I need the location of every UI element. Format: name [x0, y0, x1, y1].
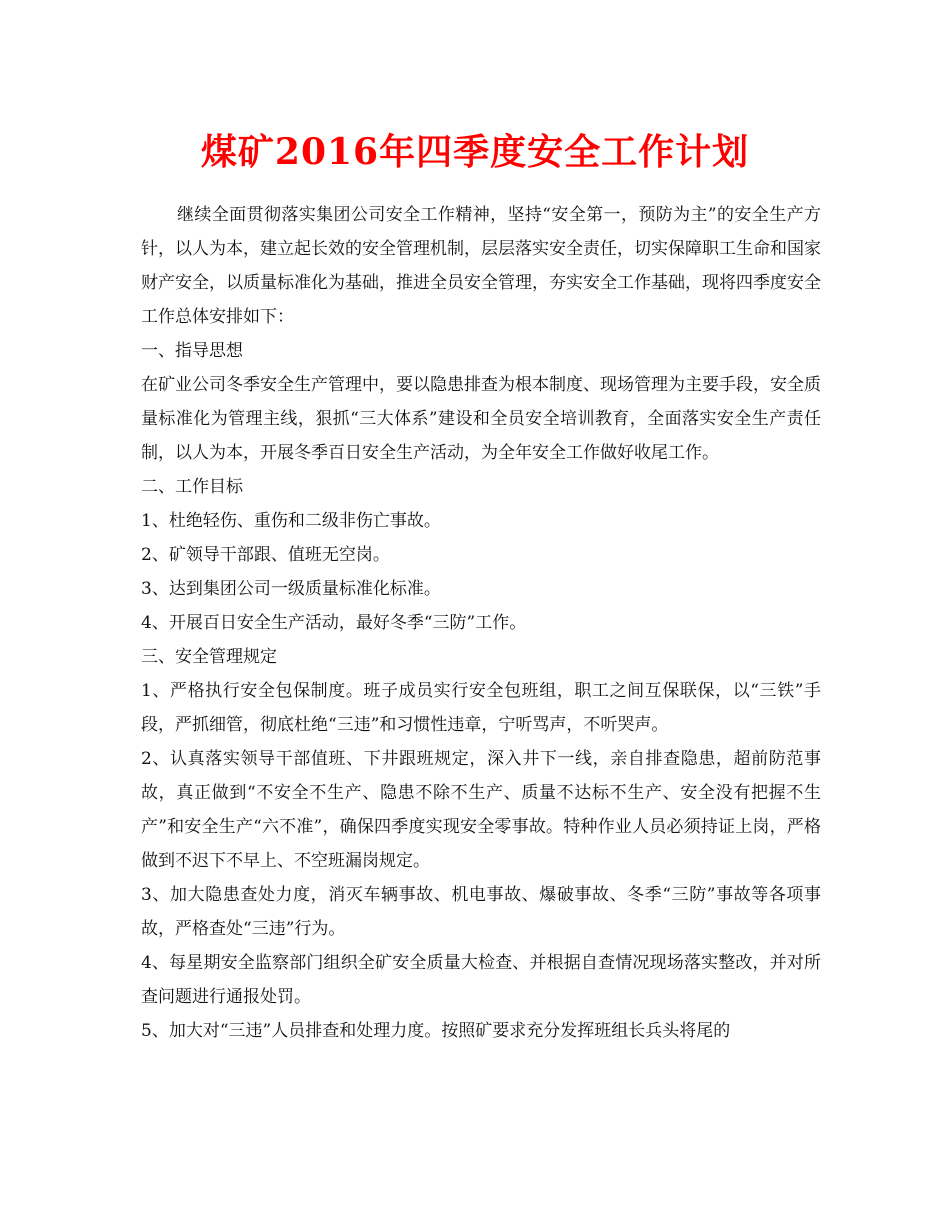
- section-heading-work-goals: 二、工作目标: [141, 477, 243, 497]
- section-heading-guiding-thought: 一、指导思想: [141, 341, 243, 361]
- guiding-thought-paragraph: 在矿业公司冬季安全生产管理中，要以隐患排查为根本制度、现场管理为主要手段，安全质量标准化为管理主线，狠抓“三大体系”建设和全员安全培训教育，全面落实安全生产责任制，以人为本，开展冬季百日安全生产活动，为全年安全工作做好收尾工作。: [141, 375, 821, 463]
- goal-item-2: 2、矿领导干部跟、值班无空岗。: [141, 545, 390, 565]
- rule-item-1: 1、严格执行安全包保制度。班子成员实行安全包班组，职工之间互保联保，以“三铁”手段，严抓细管，彻底杜绝“三违”和习惯性违章，宁听骂声，不听哭声。: [141, 681, 821, 735]
- goal-item-3: 3、达到集团公司一级质量标准化标准。: [141, 579, 441, 599]
- section-heading-safety-rules: 三、安全管理规定: [141, 647, 277, 667]
- rule-item-4: 4、每星期安全监察部门组织全矿安全质量大检查、并根据自查情况现场落实整改，并对所查问题进行通报处罚。: [141, 953, 821, 1007]
- rule-item-2: 2、认真落实领导干部值班、下井跟班规定，深入井下一线，亲自排查隐患，超前防范事故，真正做到“不安全不生产、隐患不除不生产、质量不达标不生产、安全没有把握不生产”和安全生产“六不准”，确保四季度实现安全零事故。特种作业人员必须持证上岗，严格做到不迟下不早上、不空班漏岗规定。: [141, 749, 821, 871]
- rule-item-5: 5、加大对“三违”人员排查和处理力度。按照矿要求充分发挥班组长兵头将尾的: [141, 1021, 731, 1041]
- document-body: [141, 198, 821, 1048]
- intro-paragraph: 继续全面贯彻落实集团公司安全工作精神，坚持“安全第一，预防为主”的安全生产方针，以人为本，建立起长效的安全管理机制，层层落实安全责任，切实保障职工生命和国家财产安全，以质量标准化为基础，推进全员安全管理，夯实安全工作基础，现将四季度安全工作总体安排如下：: [141, 205, 821, 327]
- goal-item-4: 4、开展百日安全生产活动，最好冬季“三防”工作。: [141, 613, 527, 633]
- goal-item-1: 1、杜绝轻伤、重伤和二级非伤亡事故。: [141, 511, 441, 531]
- document-title: 煤矿2016年四季度安全工作计划: [200, 131, 750, 173]
- rule-item-3: 3、加大隐患查处力度，消灭车辆事故、机电事故、爆破事故、冬季“三防”事故等各项事故，严格查处“三违”行为。: [141, 885, 821, 939]
